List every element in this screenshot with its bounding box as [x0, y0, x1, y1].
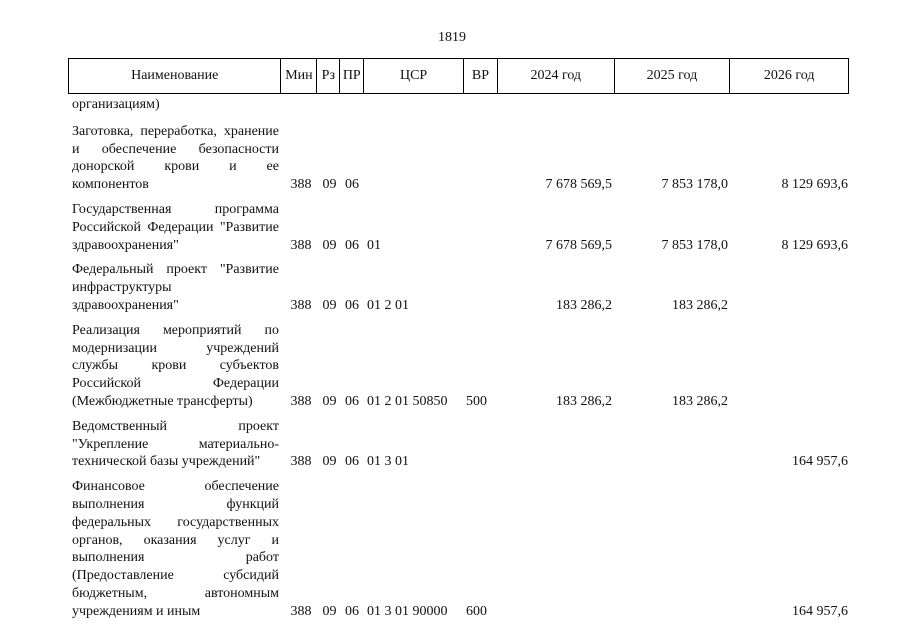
row-rz: 09 [322, 177, 337, 193]
row-rz [317, 96, 340, 114]
row-2025: 7 853 178,0 [661, 177, 728, 193]
row-2024 [498, 96, 615, 114]
row-pr: 06 [345, 393, 359, 409]
table-row [68, 418, 849, 471]
row-2026 [731, 261, 849, 314]
header-2024: 2024 год [498, 59, 615, 93]
table-row [68, 201, 849, 254]
row-pr [340, 96, 364, 114]
row-name: Государственная программа Российской Федерации "Развитие здравоохранения" [72, 201, 279, 253]
row-2024: 7 678 569,5 [545, 177, 612, 193]
row-2026: 8 129 693,6 [781, 177, 848, 193]
header-vr: ВР [464, 59, 498, 93]
row-name: организациям) [72, 97, 160, 112]
row-2026: 164 957,6 [792, 454, 848, 470]
row-vr [464, 123, 498, 194]
table-row [68, 322, 849, 411]
row-2026 [731, 322, 849, 411]
row-name: Ведомственный проект "Укрепление материально-технической базы учреждений" [72, 418, 279, 470]
header-pr: ПР [340, 59, 364, 93]
row-pr: 06 [345, 603, 359, 619]
row-vr [464, 261, 498, 314]
header-csr: ЦСР [364, 59, 464, 93]
page-number: 1819 [438, 30, 466, 45]
row-rz: 09 [322, 454, 337, 470]
row-2024 [498, 478, 615, 620]
row-2024: 183 286,2 [556, 297, 612, 313]
row-name: Финансовое обеспечение выполнения функций федеральных государственных органов, оказания услуг и выполнения работ (Предоставление субсидий бюджетным, автономным учреждениям и иным [72, 479, 279, 619]
row-vr [464, 201, 498, 254]
row-rz: 09 [322, 237, 337, 253]
table-header [68, 58, 849, 94]
row-2025: 7 853 178,0 [661, 237, 728, 253]
row-name: Реализация мероприятий по модернизации учреждений службы крови субъектов Российской Федерации (Межбюджетные трансферты) [72, 322, 279, 409]
row-min: 388 [290, 297, 312, 313]
header-2025: 2025 год [615, 59, 731, 93]
row-csr: 01 3 01 [367, 454, 409, 470]
row-2024: 7 678 569,5 [545, 237, 612, 253]
row-2024 [498, 418, 615, 471]
row-pr: 06 [345, 237, 359, 253]
row-2025: 183 286,2 [672, 393, 728, 409]
row-name: Федеральный проект "Развитие инфраструктуры здравоохранения" [72, 262, 279, 313]
row-2026: 8 129 693,6 [781, 237, 848, 253]
row-2025: 183 286,2 [672, 297, 728, 313]
header-min: Мин [281, 59, 317, 93]
row-csr: 01 2 01 50850 [367, 393, 448, 409]
table-row [68, 123, 849, 194]
row-pr: 06 [345, 454, 359, 470]
row-pr: 06 [345, 297, 359, 313]
table-row [68, 478, 849, 620]
row-min: 388 [290, 237, 312, 253]
header-rz: Рз [317, 59, 340, 93]
table-body [68, 96, 849, 628]
row-csr [364, 123, 464, 194]
row-2025 [615, 418, 731, 471]
row-csr: 01 [367, 237, 381, 253]
row-min: 388 [290, 603, 312, 619]
row-csr: 01 3 01 90000 [367, 603, 448, 619]
table-row [68, 96, 849, 114]
row-2025 [615, 478, 731, 620]
row-2024: 183 286,2 [556, 393, 612, 409]
row-vr [464, 96, 498, 114]
row-name: Заготовка, переработка, хранение и обеспечение безопасности донорской крови и ее компонентов [72, 123, 279, 193]
row-min [281, 96, 317, 114]
header-name: Наименование [69, 59, 281, 93]
row-vr: 600 [466, 603, 487, 619]
table-row [68, 261, 849, 314]
row-2026 [731, 96, 849, 114]
row-min: 388 [290, 177, 312, 193]
row-2026: 164 957,6 [792, 603, 848, 619]
row-rz: 09 [322, 603, 337, 619]
row-min: 388 [290, 454, 312, 470]
header-2026: 2026 год [763, 68, 815, 83]
row-csr: 01 2 01 [367, 297, 409, 313]
row-2025 [615, 96, 731, 114]
row-vr: 500 [466, 393, 487, 409]
row-csr [364, 96, 464, 114]
row-rz: 09 [322, 393, 337, 409]
row-vr [464, 418, 498, 471]
row-min: 388 [290, 393, 312, 409]
row-pr: 06 [345, 177, 359, 193]
row-rz: 09 [322, 297, 337, 313]
